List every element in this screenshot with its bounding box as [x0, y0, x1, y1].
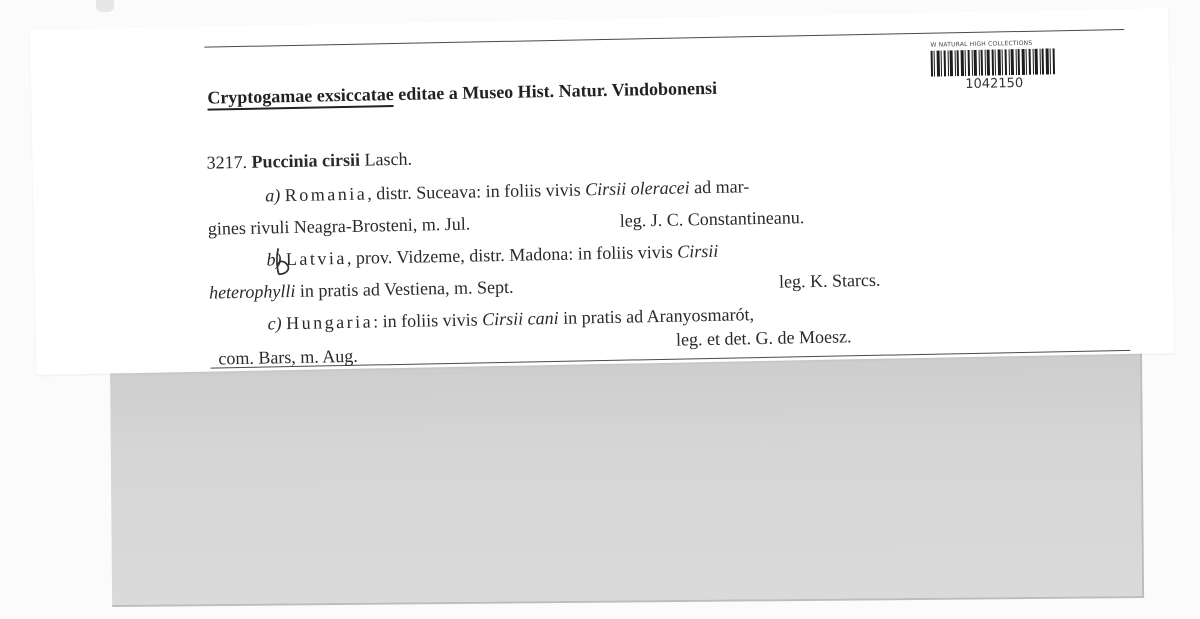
locality-c-host: Cirsii cani — [481, 307, 559, 330]
locality-a-line2: gines rivuli Neagra-Brosteni, m. Jul. — [207, 213, 471, 239]
locality-a-text2: ad mar- — [689, 176, 750, 198]
species-author: Lasch. — [364, 148, 413, 170]
locality-c-line3: com. Bars, m. Aug. — [218, 345, 359, 369]
locality-a-collector-text: leg. J. C. Constantineanu. — [619, 207, 805, 231]
header-series-title: Cryptogamae exsiccatae — [207, 84, 394, 111]
locality-a-country: Romania — [284, 183, 368, 206]
species-line — [206, 149, 412, 174]
locality-c-collector-text: leg. et det. G. de Moesz. — [675, 326, 852, 350]
locality-c-marker: c) — [267, 313, 282, 334]
locality-c-collector — [676, 326, 852, 350]
barcode-number: 1042150 — [965, 75, 1024, 93]
locality-b-collector — [779, 270, 881, 293]
header-publisher: editae a Museo Hist. Natur. Vindobonensi — [393, 77, 718, 105]
herbarium-sheet — [110, 351, 1144, 607]
barcode-icon — [929, 48, 1057, 76]
locality-b-host-part1: Cirsii — [677, 240, 719, 262]
locality-b-line1 — [266, 241, 718, 271]
locality-a-line1 — [265, 176, 749, 206]
barcode-block — [928, 39, 1059, 93]
locality-c-text2: in pratis ad Aranyosmarót, — [558, 304, 755, 328]
locality-b-country: Latvia — [285, 247, 348, 270]
label-text-area — [204, 29, 1130, 369]
entry-number: 3217. — [206, 151, 248, 173]
locality-a-text1: , distr. Suceava: in foliis vivis — [367, 179, 586, 204]
locality-b-line2-text: in pratis ad Vestiena, m. Sept. — [295, 276, 514, 301]
stray-mark — [96, 0, 114, 12]
locality-b-collector-text: leg. K. Starcs. — [778, 269, 881, 292]
locality-a-collector — [620, 207, 805, 232]
locality-a-host: Cirsii oleracei — [584, 177, 690, 200]
species-name: Puccinia cirsii — [251, 149, 361, 172]
locality-c-country: Hungaria — [285, 311, 374, 334]
locality-b-host-part2: heterophylli — [208, 280, 296, 303]
collection-header — [207, 78, 717, 109]
specimen-label — [30, 8, 1174, 375]
locality-c-text1: : in foliis vivis — [372, 309, 483, 332]
locality-b-marker: b) — [266, 249, 282, 270]
locality-a-marker: a) — [265, 185, 281, 206]
locality-b-text1: , prov. Vidzeme, distr. Madona: in foliis vivis — [346, 241, 678, 268]
barcode-caption: W NATURAL HIGH COLLECTIONS — [930, 39, 1033, 49]
locality-b-line2 — [209, 277, 514, 304]
